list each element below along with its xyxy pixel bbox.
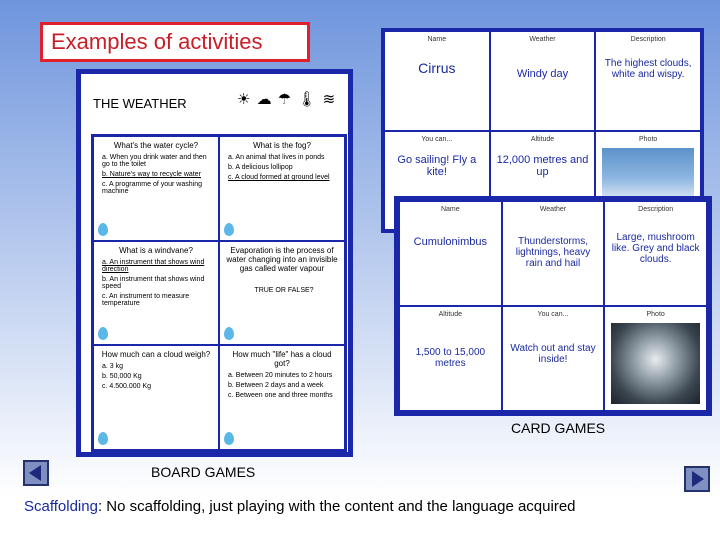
card-head: Name bbox=[440, 206, 460, 213]
board-question: How much "life" has a cloud got? bbox=[232, 350, 332, 369]
card-value: Thunderstorms, lightnings, heavy rain and hail bbox=[515, 236, 591, 269]
card-value: Cumulonimbus bbox=[413, 236, 488, 248]
board-cell bbox=[93, 345, 219, 450]
board-option: c. Between one and three months bbox=[228, 392, 333, 400]
card-value: Go sailing! Fly a kite! bbox=[397, 153, 477, 178]
board-option: c. 4.500.000 Kg bbox=[102, 383, 152, 391]
card-cell bbox=[490, 31, 596, 131]
board-question: Evaporation is the process of water changing into an invisible gas called water vapour bbox=[226, 245, 338, 273]
water-drop-icon bbox=[224, 432, 234, 445]
board-cell bbox=[93, 241, 219, 346]
card-value: 12,000 metres and up bbox=[496, 153, 589, 178]
card-value: Cirrus bbox=[418, 60, 456, 76]
card-value: Large, mushroom like. Grey and black clouds. bbox=[611, 232, 700, 265]
board-cell bbox=[219, 136, 345, 241]
footer-note bbox=[24, 498, 576, 515]
card-cumulonimbus bbox=[394, 196, 712, 416]
board-question: What is a windvane? bbox=[119, 245, 193, 255]
board-cell bbox=[219, 345, 345, 450]
board-option: TRUE OR FALSE? bbox=[254, 286, 314, 294]
cumulonimbus-photo bbox=[611, 323, 700, 404]
board-heading: THE WEATHER bbox=[93, 96, 187, 111]
rain-icon: ☂ bbox=[277, 91, 293, 108]
board-cell bbox=[219, 241, 345, 346]
board-option: b. 50,000 Kg bbox=[102, 373, 142, 381]
board-option: a. 3 kg bbox=[102, 363, 124, 371]
previous-slide-button[interactable] bbox=[23, 460, 49, 486]
card-head: Altitude bbox=[438, 311, 462, 318]
weather-icons bbox=[237, 90, 336, 108]
card-head: Name bbox=[427, 36, 447, 43]
card-head: Weather bbox=[529, 36, 556, 43]
cloud-icon: ☁ bbox=[256, 91, 273, 108]
water-drop-icon bbox=[98, 223, 108, 236]
card-head: Description bbox=[630, 36, 666, 43]
card-cell bbox=[595, 31, 701, 131]
card-value: Watch out and stay inside! bbox=[510, 343, 596, 365]
board-grid bbox=[91, 134, 347, 452]
board-option: b. Between 2 days and a week bbox=[228, 382, 324, 390]
water-drop-icon bbox=[98, 432, 108, 445]
board-option: c. A programme of your washing machine bbox=[102, 181, 202, 195]
slide-title: Examples of activities bbox=[40, 22, 310, 62]
footer-text: : No scaffolding, just playing with the content and the language acquired bbox=[97, 498, 576, 515]
footer-keyword: Scaffolding bbox=[24, 498, 98, 515]
water-drop-icon bbox=[224, 327, 234, 340]
board-option: a. When you drink water and then go to the toilet bbox=[102, 154, 207, 168]
card-head: Photo bbox=[646, 311, 665, 318]
board-option: c. A cloud formed at ground level bbox=[228, 174, 330, 181]
card-value: Windy day bbox=[516, 68, 569, 80]
card-cell bbox=[604, 201, 707, 306]
board-games-caption: BOARD GAMES bbox=[151, 464, 256, 480]
next-slide-button[interactable] bbox=[684, 466, 710, 492]
arrow-right-icon bbox=[686, 468, 708, 490]
card-value: The highest clouds, white and wispy. bbox=[604, 58, 692, 80]
board-game-image bbox=[76, 69, 353, 457]
board-option: a. An instrument that shows wind direction bbox=[102, 258, 205, 273]
thermometer-icon: 🌡 bbox=[297, 91, 318, 108]
water-drop-icon bbox=[224, 223, 234, 236]
card-games-caption: CARD GAMES bbox=[511, 420, 606, 436]
board-option: b. Nature's way to recycle water bbox=[102, 171, 201, 178]
arrow-left-icon bbox=[25, 462, 47, 484]
card-head: Photo bbox=[639, 135, 658, 143]
card-cell bbox=[604, 306, 707, 411]
sun-icon: ☀ bbox=[237, 91, 252, 108]
card-head: Altitude bbox=[530, 135, 555, 143]
board-option: b. A delicious lollipop bbox=[228, 164, 293, 171]
card-cell bbox=[399, 306, 502, 411]
water-drop-icon bbox=[98, 327, 108, 340]
card-cell bbox=[502, 201, 605, 306]
card-head: You can... bbox=[537, 311, 569, 318]
waves-icon: ≋ bbox=[322, 91, 337, 108]
card-cell bbox=[399, 201, 502, 306]
board-question: What's the water cycle? bbox=[113, 141, 199, 150]
card-head: You can... bbox=[421, 135, 453, 143]
board-option: a. Between 20 minutes to 2 hours bbox=[228, 372, 333, 380]
board-question: How much can a cloud weigh? bbox=[101, 350, 211, 360]
card-value: 1,500 to 15,000 metres bbox=[415, 347, 486, 369]
board-option: a. An animal that lives in ponds bbox=[228, 154, 325, 161]
card-head: Description bbox=[638, 206, 674, 213]
card-cell bbox=[384, 31, 490, 131]
board-option: c. An instrument to measure temperature bbox=[102, 292, 190, 307]
board-option: b. An instrument that shows wind speed bbox=[102, 275, 205, 290]
card-head: Weather bbox=[539, 206, 567, 213]
card-cell bbox=[502, 306, 605, 411]
board-cell bbox=[93, 136, 219, 241]
board-question: What is the fog? bbox=[253, 141, 311, 150]
